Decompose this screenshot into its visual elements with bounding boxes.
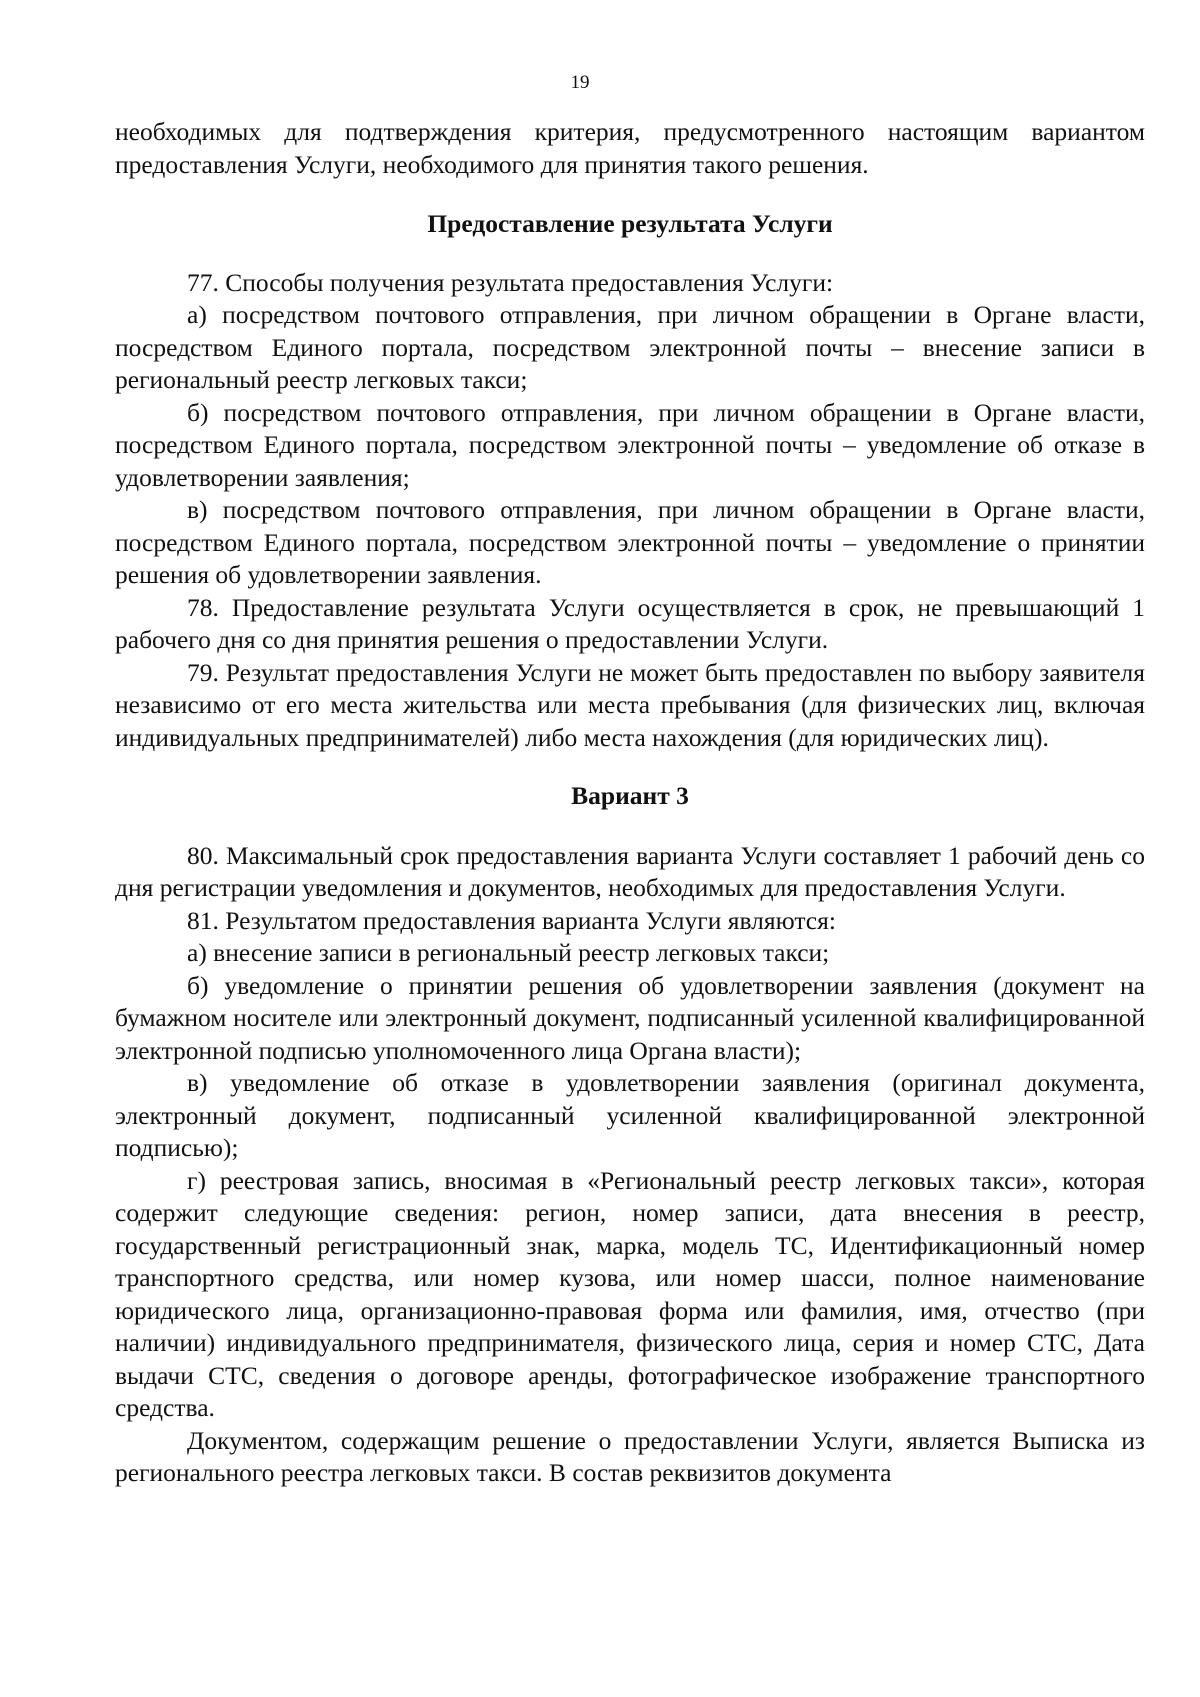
paragraph-81-g: г) реестровая запись, вносимая в «Региональный реестр легковых такси», которая содержит следующие сведения: регион, номер записи, дата внесения в реестр, государственный регистрационный знак, марка, модель ТС, Идентификационный номер транспортного средства, или номер кузова, или номер шасси, полное наименование юридического лица, организационно-правовая форма или фамилия, имя, отчество (при наличии) индивидуального предпринимателя, физического лица, серия и номер СТС, Дата выдачи СТС, сведения о договоре аренды, фотографическое изображение транспортного средства. (115, 1165, 1145, 1422)
document-body (115, 116, 1145, 1490)
paragraph-81-v: в) уведомление об отказе в удовлетворении заявления (оригинал документа, электронный документ, подписанный усиленной квалифицированной электронной подписью); (115, 1068, 1145, 1162)
paragraph-79: 79. Результат предоставления Услуги не может быть предоставлен по выбору заявителя независимо от его места жительства или места пребывания (для физических лиц, включая индивидуальных предпринимателей) либо места нахождения (для юридических лиц). (115, 657, 1145, 752)
paragraph-81-b: б) уведомление о принятии решения об удовлетворении заявления (документ на бумажном носителе или электронный документ, подписанный усиленной квалифицированной электронной подписью уполномоченного лица Органа власти); (115, 970, 1145, 1065)
paragraph-78: 78. Предоставление результата Услуги осуществляется в срок, не превышающий 1 рабочего дня со дня принятия решения о предоставлении Услуги. (115, 592, 1145, 654)
paragraph-81-a: а) внесение записи в региональный реестр легковых такси; (187, 938, 830, 967)
paragraph-77-a: а) посредством почтового отправления, при личном обращении в Органе власти, посредством Единого портала, посредством электронной почты – внесение записи в региональный реестр легковых такси; (115, 300, 1145, 394)
paragraph-continuation: необходимых для подтверждения критерия, предусмотренного настоящим вариантом предоставления Услуги, необходимого для принятия такого решения. (115, 117, 1145, 179)
section-heading-variant: Вариант 3 (571, 781, 689, 810)
paragraph-81: 81. Результатом предоставления варианта Услуги являются: (187, 905, 836, 935)
paragraph-77-v: в) посредством почтового отправления, при личном обращении в Органе власти, посредством Единого портала, посредством электронной почты – уведомление о принятии решения об удовлетворении заявления. (115, 495, 1145, 589)
paragraph-77: 77. Способы получения результата предоставления Услуги: (187, 267, 834, 297)
page-number: 19 (570, 72, 590, 93)
paragraph-77-b: б) посредством почтового отправления, при личном обращении в Органе власти, посредством Единого портала, посредством электронной почты – уведомление об отказе в удовлетворении заявления; (115, 397, 1145, 492)
paragraph-80: 80. Максимальный срок предоставления варианта Услуги составляет 1 рабочий день со дня регистрации уведомления и документов, необходимых для предоставления Услуги. (115, 840, 1145, 902)
paragraph-decision-document: Документом, содержащим решение о предоставлении Услуги, является Выписка из регионального реестра легковых такси. В состав реквизитов документа (115, 1425, 1145, 1487)
section-heading-result: Предоставление результата Услуги (427, 209, 833, 238)
